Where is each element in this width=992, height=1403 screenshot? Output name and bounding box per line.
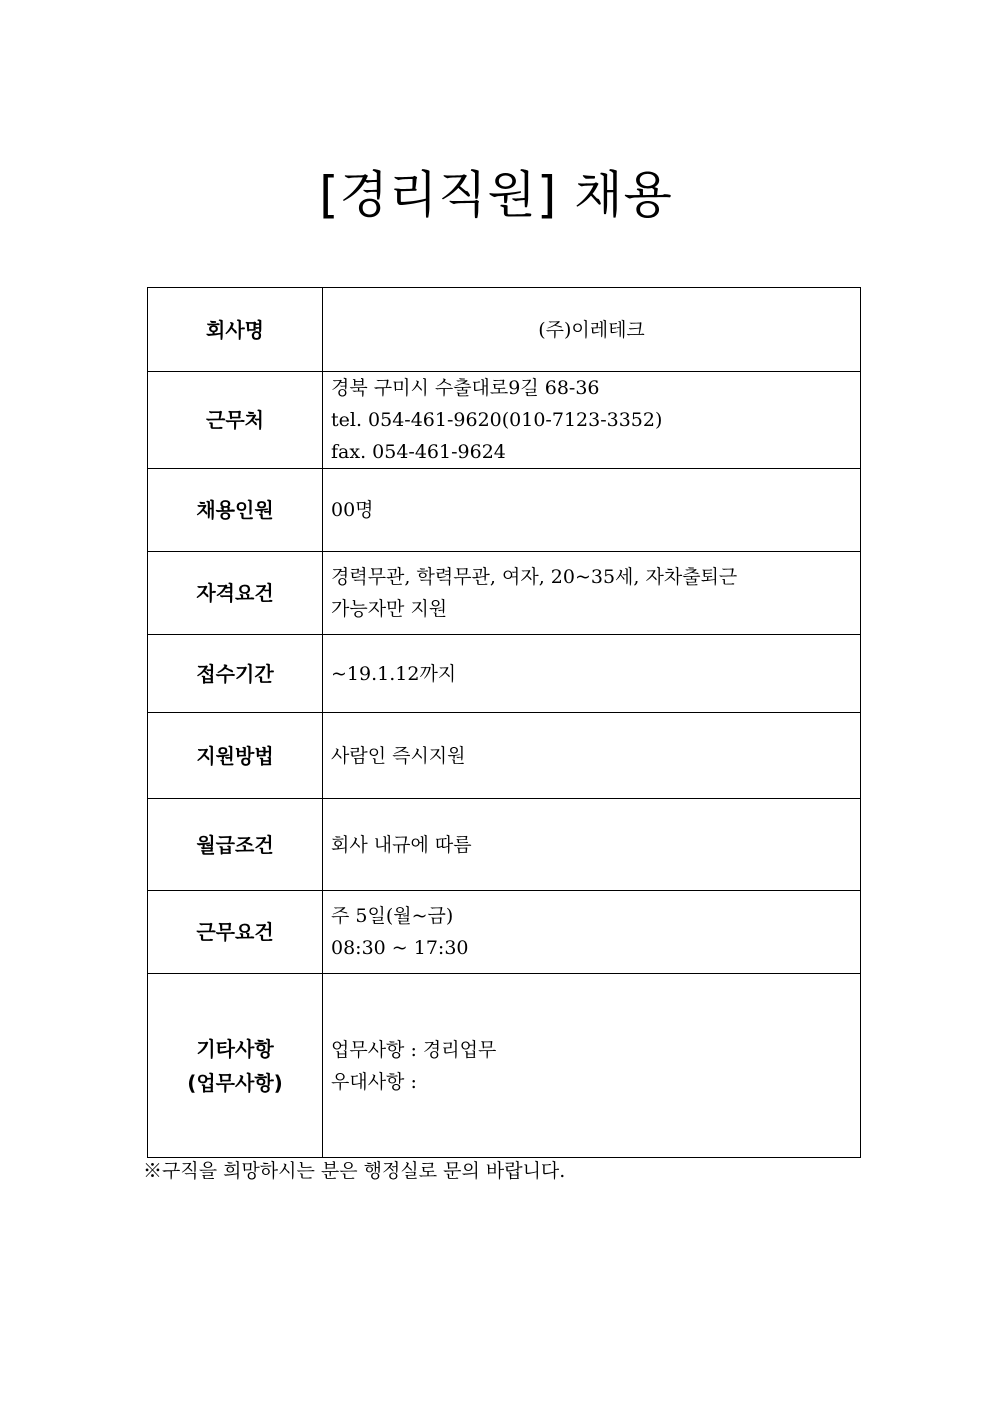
row-label: 자격요건 bbox=[196, 581, 274, 605]
label-application-period bbox=[148, 635, 323, 713]
row-value: fax. 054-461-9624 bbox=[331, 441, 506, 463]
row-label: 채용인원 bbox=[196, 498, 274, 522]
row-value: 경북 구미시 수출대로9길 68-36 bbox=[331, 377, 600, 399]
value-work-conditions bbox=[323, 891, 861, 974]
value-other bbox=[323, 974, 861, 1158]
footnote: ※구직을 희망하시는 분은 행정실로 문의 바랍니다. bbox=[143, 1160, 566, 1182]
row-value: 가능자만 지원 bbox=[331, 598, 448, 620]
row-label: 근무처 bbox=[206, 408, 264, 432]
value-company bbox=[323, 288, 861, 372]
row-value: 업무사항 : 경리업무 bbox=[331, 1038, 497, 1061]
job-posting-table bbox=[147, 287, 861, 1158]
table-row-qualifications bbox=[148, 552, 861, 635]
label-headcount bbox=[148, 469, 323, 552]
row-value: 회사 내규에 따름 bbox=[331, 833, 472, 856]
value-qualifications bbox=[323, 552, 861, 635]
row-label: 월급조건 bbox=[196, 832, 274, 857]
label-work-conditions bbox=[148, 891, 323, 974]
row-value: tel. 054-461-9620(010-7123-3352) bbox=[331, 409, 663, 431]
label-other bbox=[148, 974, 323, 1158]
row-value: 사람인 즉시지원 bbox=[331, 744, 466, 767]
row-value: 경력무관, 학력무관, 여자, 20~35세, 자차출퇴근 bbox=[331, 566, 738, 588]
value-workplace bbox=[323, 372, 861, 469]
row-label: (업무사항) bbox=[187, 1070, 283, 1095]
table-row-application-period bbox=[148, 635, 861, 713]
label-company bbox=[148, 288, 323, 372]
row-label: 근무요건 bbox=[196, 920, 274, 944]
page-title: [경리직원] 채용 bbox=[319, 166, 673, 224]
row-label: 접수기간 bbox=[196, 661, 274, 686]
table-row-workplace bbox=[148, 372, 861, 469]
value-headcount bbox=[323, 469, 861, 552]
row-value: 00명 bbox=[331, 499, 374, 521]
table-row-apply-method bbox=[148, 713, 861, 799]
table-row-work-conditions bbox=[148, 891, 861, 974]
label-apply-method bbox=[148, 713, 323, 799]
row-value: (주)이레테크 bbox=[538, 318, 645, 341]
row-label: 기타사항 bbox=[196, 1036, 274, 1061]
label-salary bbox=[148, 799, 323, 891]
table-row-company bbox=[148, 288, 861, 372]
row-value: 주 5일(월~금) bbox=[331, 905, 454, 927]
table-row-other bbox=[148, 974, 861, 1158]
value-salary bbox=[323, 799, 861, 891]
row-value: 08:30 ~ 17:30 bbox=[331, 937, 469, 959]
row-label: 지원방법 bbox=[196, 743, 274, 768]
row-value: ~19.1.12까지 bbox=[331, 662, 457, 685]
label-qualifications bbox=[148, 552, 323, 635]
table-row-headcount bbox=[148, 469, 861, 552]
value-apply-method bbox=[323, 713, 861, 799]
row-label: 회사명 bbox=[206, 317, 264, 342]
value-application-period bbox=[323, 635, 861, 713]
table-row-salary bbox=[148, 799, 861, 891]
label-workplace bbox=[148, 372, 323, 469]
row-value: 우대사항 : bbox=[331, 1070, 417, 1093]
